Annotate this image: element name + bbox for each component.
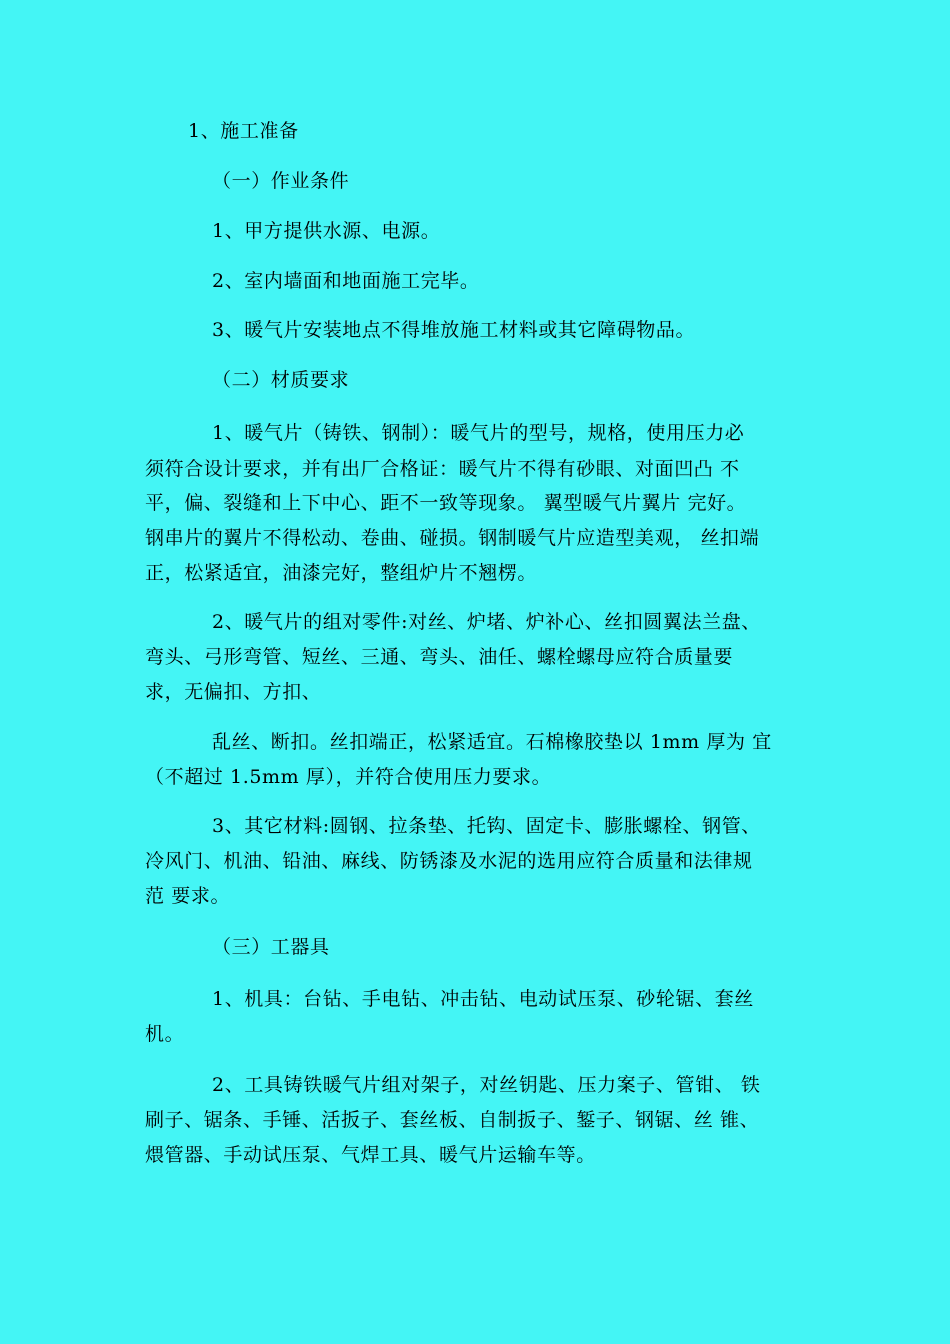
- paragraph-line: 刷子、锯条、手锤、活扳子、套丝板、自制扳子、錾子、钢锯、丝 锥、: [145, 1109, 760, 1131]
- paragraph-line: 范 要求。: [145, 885, 231, 907]
- paragraph-line: 钢串片的翼片不得松动、卷曲、碰损。钢制暖气片应造型美观， 丝扣端: [145, 527, 760, 549]
- paragraph-line: 3、其它材料:圆钢、拉条垫、托钩、固定卡、膨胀螺栓、钢管、: [212, 815, 761, 837]
- paragraph-line: （不超过 1.5mm 厚），并符合使用压力要求。: [145, 766, 552, 788]
- paragraph-line: 平，偏、裂缝和上下中心、距不一致等现象。 翼型暖气片翼片 完好。: [145, 492, 747, 514]
- paragraph-line: 1、甲方提供水源、电源。: [212, 220, 441, 242]
- paragraph-line: 2、暖气片的组对零件:对丝、炉堵、炉补心、丝扣圆翼法兰盘、: [212, 611, 761, 633]
- paragraph-line: 弯头、弓形弯管、短丝、三通、弯头、油任、螺栓螺母应符合质量要: [145, 646, 734, 668]
- subsection-title: （一）作业条件: [212, 170, 350, 192]
- subsection-title: （二）材质要求: [212, 369, 350, 391]
- paragraph-line: 3、暖气片安装地点不得堆放施工材料或其它障碍物品。: [212, 319, 696, 341]
- paragraph-line: 2、室内墙面和地面施工完毕。: [212, 270, 480, 292]
- paragraph-line: 1、暖气片（铸铁、钢制）：暖气片的型号，规格，使用压力必: [212, 422, 745, 444]
- paragraph-line: 机。: [145, 1023, 185, 1045]
- subsection-title: （三）工器具: [212, 936, 330, 958]
- paragraph-line: 乱丝、断扣。丝扣端正，松紧适宜。石棉橡胶垫以 1mm 厚为 宜: [212, 731, 772, 753]
- paragraph-line: 求，无偏扣、方扣、: [145, 681, 322, 703]
- paragraph-line: 煨管器、手动试压泵、气焊工具、暖气片运输车等。: [145, 1144, 596, 1166]
- section-title: 1、施工准备: [188, 120, 299, 142]
- paragraph-line: 须符合设计要求，并有出厂合格证：暖气片不得有砂眼、对面凹凸 不: [145, 458, 740, 480]
- paragraph-line: 2、工具铸铁暖气片组对架子，对丝钥匙、压力案子、管钳、 铁: [212, 1074, 761, 1096]
- paragraph-line: 正，松紧适宜，油漆完好，整组炉片不翘楞。: [145, 562, 538, 584]
- paragraph-line: 1、机具：台钻、手电钻、冲击钻、电动试压泵、砂轮锯、套丝: [212, 988, 754, 1010]
- paragraph-line: 冷风门、机油、铅油、麻线、防锈漆及水泥的选用应符合质量和法律规: [145, 850, 753, 872]
